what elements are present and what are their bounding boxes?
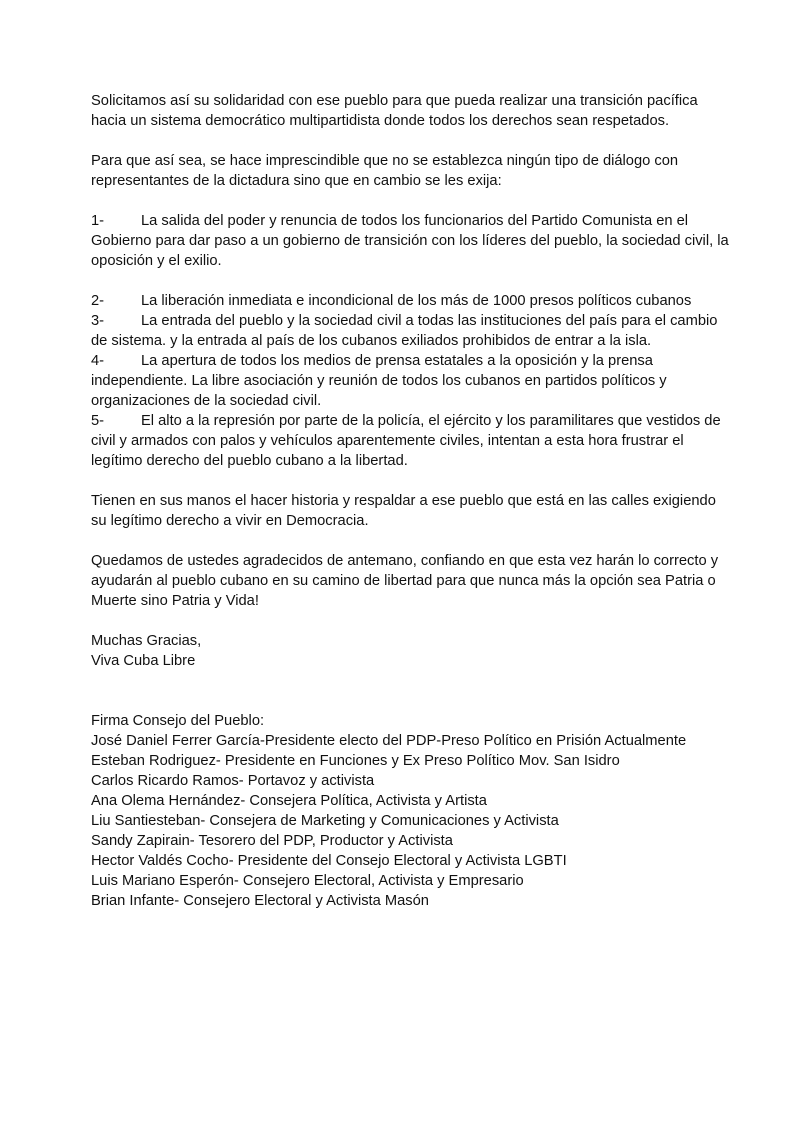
signatory-list: [91, 731, 731, 911]
thanks-line: Muchas Gracias,: [91, 633, 202, 649]
signatory-line: Ana Olema Hernández- Consejera Política, Activista y Artista: [91, 793, 487, 809]
demand-item-1: [91, 211, 731, 271]
signatory-line: Sandy Zapirain- Tesorero del PDP, Productor y Activista: [91, 833, 453, 849]
spacer: [91, 131, 731, 151]
demand-item-4: [91, 351, 731, 411]
demand-text: La liberación inmediata e incondicional de los más de 1000 presos políticos cubanos: [141, 293, 692, 309]
demand-item-3: [91, 311, 731, 351]
intro-paragraph: Solicitamos así su solidaridad con ese pueblo para que pueda realizar una transición pacífica hacia un sistema democrático multipartidista donde todos los derechos sean respetados.: [91, 93, 698, 129]
spacer: [91, 671, 731, 711]
spacer: [91, 191, 731, 211]
demand-number: 4-: [91, 353, 105, 369]
demand-item-2: [91, 291, 731, 311]
demand-text: La salida del poder y renuncia de todos los funcionarios del Partido Comunista en el Gobierno para dar paso a un gobierno de transición con los líderes del pueblo, la sociedad civil, la oposición y el exilio.: [91, 213, 729, 269]
demand-number: 3-: [91, 313, 105, 329]
viva-line: Viva Cuba Libre: [91, 653, 196, 669]
signatory-line: Carlos Ricardo Ramos- Portavoz y activista: [91, 773, 375, 789]
demand-text: La entrada del pueblo y la sociedad civil a todas las instituciones del país para el cambio de sistema. y la entrada al país de los cubanos exiliados prohibidos de entrar a la isla.: [91, 313, 718, 349]
demand-number: 1-: [91, 213, 105, 229]
demand-text: El alto a la represión por parte de la policía, el ejército y los paramilitares que vestidos de civil y armados con palos y vehículos aparentemente civiles, intentan a esta hora frustrar el legítimo derecho del pueblo cubano a la libertad.: [91, 413, 721, 469]
signatory-line: Luis Mariano Esperón- Consejero Electoral, Activista y Empresario: [91, 873, 524, 889]
signatory-line: José Daniel Ferrer García-Presidente electo del PDP-Preso Político en Prisión Actualmente: [91, 733, 687, 749]
spacer: [91, 611, 731, 631]
signatory-line: Hector Valdés Cocho- Presidente del Consejo Electoral y Activista LGBTI: [91, 853, 567, 869]
spacer: [91, 531, 731, 551]
demand-text: La apertura de todos los medios de prensa estatales a la oposición y la prensa independiente. La libre asociación y reunión de todos los cubanos en partidos políticos y organizaciones de la sociedad civil.: [91, 353, 667, 409]
demand-number: 5-: [91, 413, 105, 429]
signature-heading: Firma Consejo del Pueblo:: [91, 713, 265, 729]
demand-number: 2-: [91, 293, 105, 309]
spacer: [91, 471, 731, 491]
history-paragraph: Tienen en sus manos el hacer historia y respaldar a ese pueblo que está en las calles exigiendo su legítimo derecho a vivir en Democracia.: [91, 493, 716, 529]
spacer: [91, 271, 731, 291]
signatory-line: Liu Santiesteban- Consejera de Marketing y Comunicaciones y Activista: [91, 813, 559, 829]
demand-intro-paragraph: Para que así sea, se hace imprescindible que no se establezca ningún tipo de diálogo con representantes de la dictadura sino que en cambio se les exija:: [91, 153, 679, 189]
letter-page: [91, 91, 731, 911]
signatory-line: Brian Infante- Consejero Electoral y Activista Masón: [91, 893, 429, 909]
demand-item-5: [91, 411, 731, 471]
closing-paragraph: Quedamos de ustedes agradecidos de antemano, confiando en que esta vez harán lo correcto y ayudarán al pueblo cubano en su camino de libertad para que nunca más la opción sea Patria o Muerte sino Patria y Vida!: [91, 553, 719, 609]
signatory-line: Esteban Rodriguez- Presidente en Funciones y Ex Preso Político Mov. San Isidro: [91, 753, 620, 769]
